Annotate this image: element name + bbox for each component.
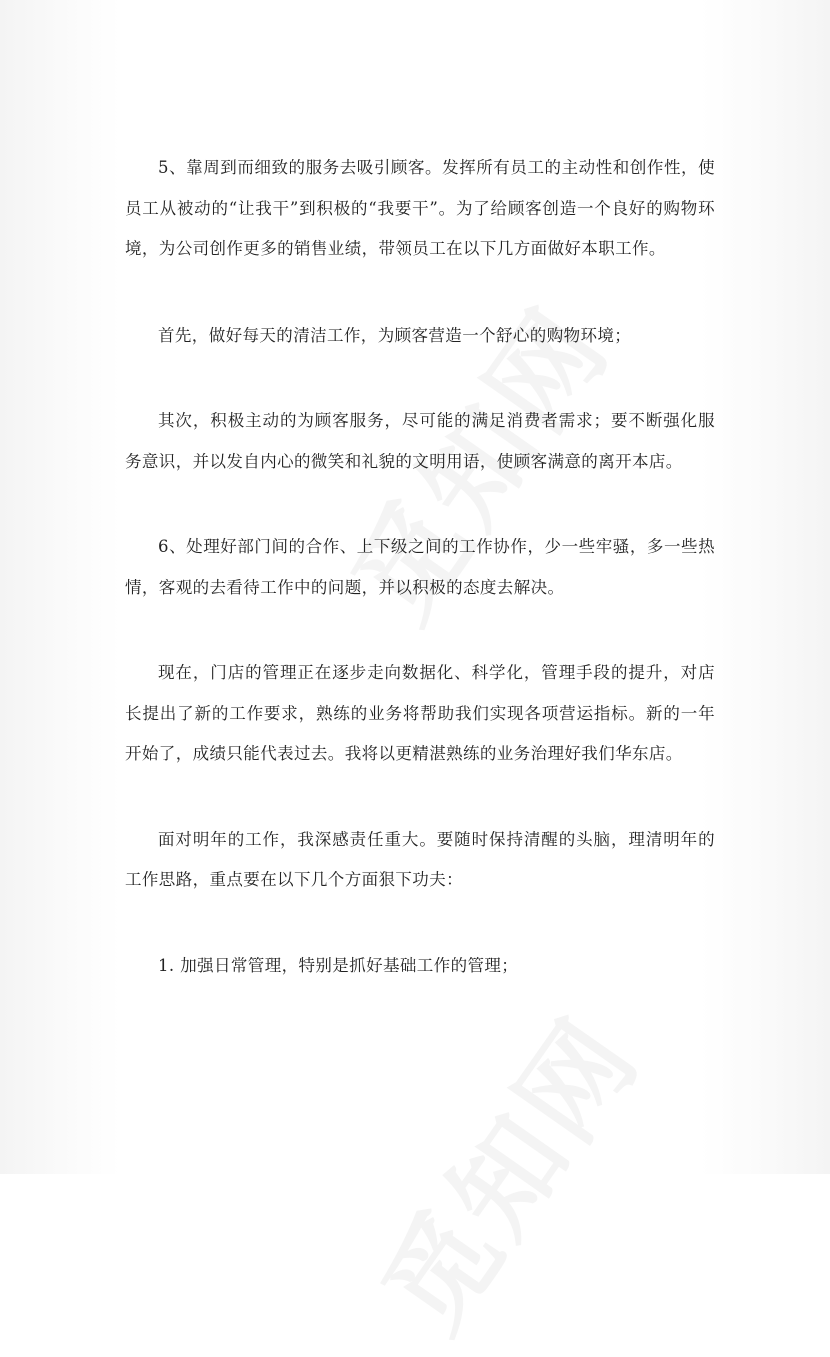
paragraph: 其次，积极主动的为顾客服务，尽可能的满足消费者需求；要不断强化服务意识，并以发自内心的微笑和礼貌的文明用语，使顾客满意的离开本店。 (125, 411, 715, 471)
paragraph: 5、靠周到而细致的服务去吸引顾客。发挥所有员工的主动性和创作性，使员工从被动的“让我干”到积极的“我要干”。为了给顾客创造一个良好的购物环境，为公司创作更多的销售业绩，带领员工在以下几方面做好本职工作。 (125, 158, 715, 258)
document-body (125, 148, 715, 986)
paragraph: 6、处理好部门间的合作、上下级之间的工作协作，少一些牢骚，多一些热情，客观的去看待工作中的问题，并以积极的态度去解决。 (125, 537, 715, 597)
watermark (339, 981, 668, 1357)
paragraph: 1. 加强日常管理，特别是抓好基础工作的管理； (158, 955, 519, 975)
paragraph: 面对明年的工作，我深感责任重大。要随时保持清醒的头脑，理清明年的工作思路，重点要在以下几个方面狠下功夫： (125, 829, 715, 889)
paragraph: 首先，做好每天的清洁工作，为顾客营造一个舒心的购物环境； (158, 325, 632, 345)
paragraph: 现在，门店的管理正在逐步走向数据化、科学化，管理手段的提升，对店长提出了新的工作要求，熟练的业务将帮助我们实现各项营运指标。新的一年开始了，成绩只能代表过去。我将以更精湛熟练的业务治理好我们华东店。 (125, 663, 715, 763)
